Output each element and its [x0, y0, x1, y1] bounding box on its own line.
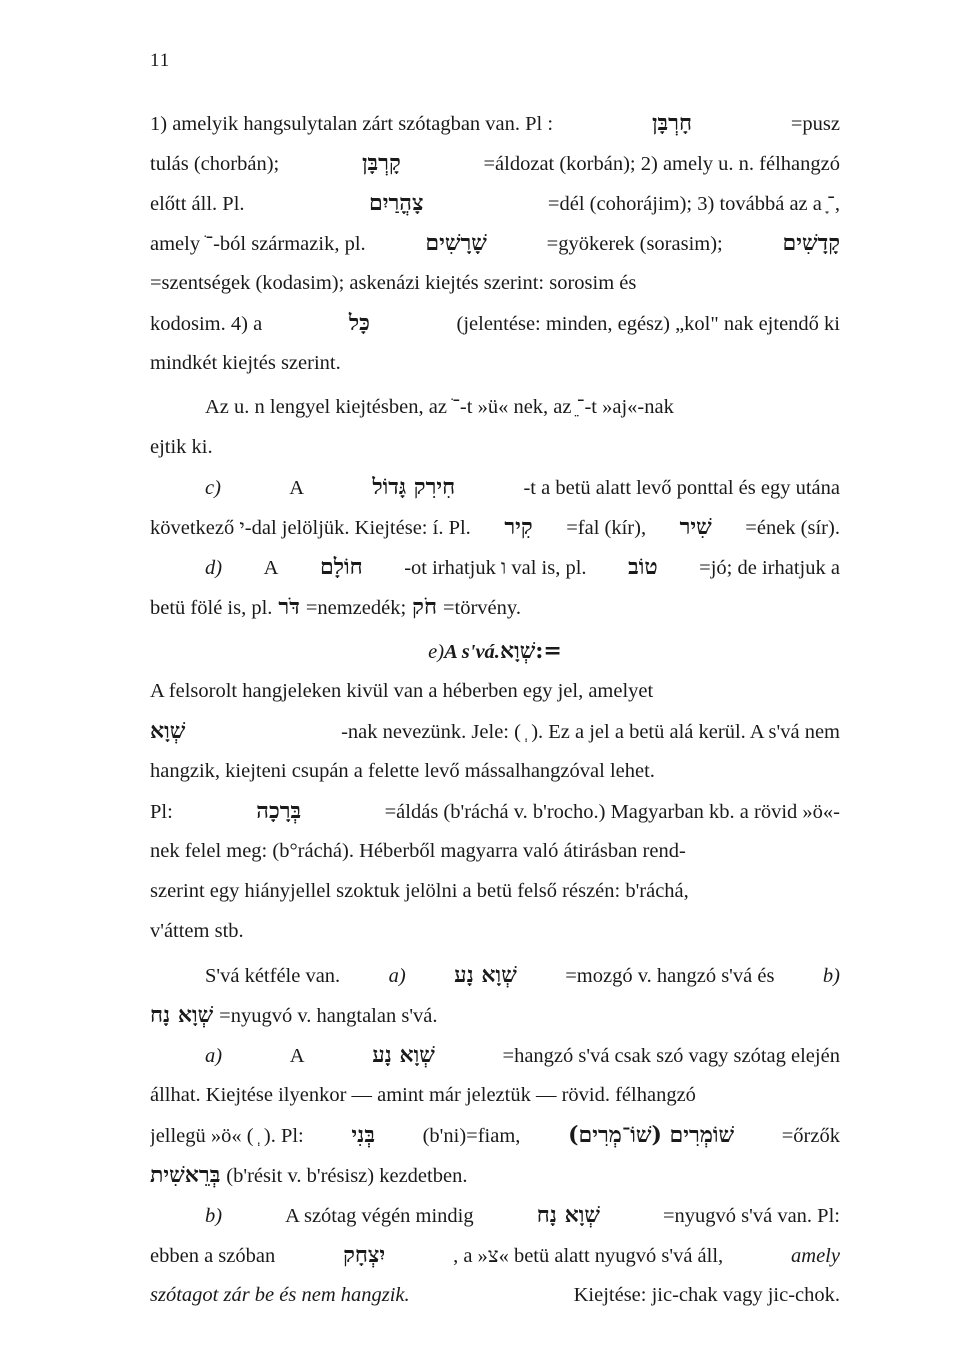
text-segment: következő י-dal jelöljük. Kiejtése: í. Pl.	[150, 517, 471, 539]
text-segment: =mozgó v. hangzó s'vá és	[565, 965, 775, 987]
hebrew-word: טוֹב	[628, 554, 658, 580]
text-segment: v'áttem stb.	[150, 920, 244, 942]
text-line	[150, 308, 840, 342]
text-segment: szótagot zár be és nem hangzik.	[150, 1284, 410, 1306]
text-segment: jellegü »ö« ( ְ ). Pl:	[150, 1125, 304, 1147]
text-segment: e)	[428, 641, 445, 663]
hebrew-word: שְׁוָא נָח	[150, 1002, 214, 1028]
text-segment: betü fölé is, pl.	[150, 597, 273, 619]
text-line	[150, 228, 840, 262]
hebrew-word: כָּל	[348, 310, 370, 336]
text-line	[150, 796, 840, 830]
hebrew-word: חֹק	[412, 594, 437, 620]
text-line	[150, 1000, 840, 1034]
hebrew-word: צָהֳרַיִם	[368, 190, 424, 216]
text-line	[150, 716, 840, 750]
text-segment: A s'vá.	[444, 641, 500, 663]
text-line	[150, 512, 840, 546]
text-segment: =hangzó s'vá csak szó vagy szótag elején	[502, 1045, 840, 1067]
text-line	[205, 1200, 840, 1234]
text-line	[150, 108, 840, 142]
text-segment: amely ־ֹ-ból származik, pl.	[150, 233, 366, 255]
text-segment: a)	[388, 965, 406, 987]
text-line	[150, 876, 840, 910]
text-segment: A	[289, 477, 305, 499]
text-line	[205, 552, 840, 586]
hebrew-word: דֹּר	[278, 594, 300, 620]
text-segment: (jelentése: minden, egész) „kol" nak ejtendő ki	[456, 313, 840, 335]
text-segment: =pusz	[790, 113, 840, 135]
hebrew-word: שָׁרָשִׁים	[425, 230, 487, 256]
text-line	[150, 592, 840, 626]
text-line	[205, 960, 840, 994]
hebrew-word: חוֹלָם	[319, 554, 363, 580]
hebrew-word: קָדָשִׁים	[782, 230, 840, 256]
hebrew-word: קִיר	[504, 514, 533, 540]
text-segment: =gyökerek (sorasim);	[546, 233, 723, 255]
text-segment: c)	[205, 477, 221, 499]
page-number: 11	[150, 50, 171, 71]
text-segment: A szótag végén mindig	[285, 1205, 474, 1227]
text-line	[205, 1040, 840, 1074]
text-line	[205, 392, 840, 426]
text-segment: S'vá kétféle van.	[205, 965, 341, 987]
hebrew-word: שִׁיר	[679, 514, 712, 540]
hebrew-word: יִצְחָק	[343, 1242, 386, 1268]
hebrew-word: =:שְׁוָא	[499, 638, 562, 664]
text-segment: =ének (sír).	[745, 517, 840, 539]
text-line	[150, 188, 840, 222]
text-segment: =nyugvó v. hangtalan s'vá.	[219, 1005, 438, 1027]
hebrew-word: בְּנִי	[351, 1122, 375, 1148]
hebrew-word: קָרְבָּן	[361, 150, 401, 176]
text-segment: állhat. Kiejtése ilyenkor — amint már jeleztük — rövid. félhangzó	[150, 1084, 696, 1106]
text-segment: amely	[791, 1245, 840, 1267]
text-segment: =fal (kír),	[566, 517, 647, 539]
text-segment: A	[263, 557, 279, 579]
text-segment: szerint egy hiányjellel szoktuk jelölni a betü felső részén: b'ráchá,	[150, 880, 689, 902]
text-segment: Kiejtése: jic-chak vagy jic-chok.	[573, 1284, 840, 1306]
hebrew-word: שְׁוָא נָח	[536, 1202, 600, 1228]
text-line	[205, 472, 840, 506]
text-segment: a)	[205, 1045, 223, 1067]
hebrew-word: שְׁוָא	[150, 718, 186, 744]
text-segment: b)	[205, 1205, 223, 1227]
text-segment: nek felel meg: (b°ráchá). Héberből magyarra való átirásban rend-	[150, 840, 686, 862]
text-segment: mindkét kiejtés szerint.	[150, 352, 341, 374]
hebrew-word: שׁוֹמְרִים (שׁוֹ־מְרִים)	[568, 1122, 735, 1148]
text-segment: , a »צ« betü alatt nyugvó s'vá áll,	[453, 1245, 724, 1267]
text-segment: d)	[205, 557, 223, 579]
text-segment: b)	[822, 965, 840, 987]
text-segment: -ot irhatjuk ו val is, pl.	[404, 557, 587, 579]
text-segment: -t a betü alatt levő ponttal és egy utána	[523, 477, 840, 499]
text-segment: =áldozat (korbán); 2) amely u. n. félhangzó	[483, 153, 840, 175]
text-segment: (b'ni)=fiam,	[422, 1125, 521, 1147]
text-segment: tulás (chorbán);	[150, 153, 280, 175]
text-line	[150, 636, 840, 670]
text-line	[150, 268, 840, 302]
text-segment: =szentségek (kodasim); askenázi kiejtés szerint: sorosim és	[150, 272, 637, 294]
text-line	[150, 432, 840, 466]
text-segment: =áldás (b'ráchá v. b'rocho.) Magyarban kb. a rövid »ö«-	[384, 801, 840, 823]
text-segment: előtt áll. Pl.	[150, 193, 245, 215]
text-line	[150, 1080, 840, 1114]
text-line	[150, 1240, 840, 1274]
hebrew-word: חָרְבָּן	[651, 110, 692, 136]
text-segment: Pl:	[150, 801, 173, 823]
text-segment: =jó; de irhatjuk a	[699, 557, 840, 579]
text-segment: Az u. n lengyel kiejtésben, az ־ֹ-t »ü« nek, az ־ֵ-t »aj«-nak	[205, 396, 674, 418]
text-segment: =nyugvó s'vá van. Pl:	[663, 1205, 840, 1227]
text-segment: =őrzők	[781, 1125, 840, 1147]
text-line	[150, 1280, 840, 1314]
text-line	[150, 348, 840, 382]
hebrew-word: בְּרֵאשִׁית	[150, 1162, 221, 1188]
hebrew-word: שְׁוָא נָע	[454, 962, 517, 988]
text-segment: ejtik ki.	[150, 436, 213, 458]
text-line	[150, 916, 840, 950]
text-segment: A	[289, 1045, 305, 1067]
text-line	[150, 1160, 840, 1194]
text-line	[150, 836, 840, 870]
text-segment: hangzik, kiejteni csupán a felette levő mássalhangzóval lehet.	[150, 760, 655, 782]
text-segment: kodosim. 4) a	[150, 313, 263, 335]
text-line	[150, 756, 840, 790]
text-segment: 1) amelyik hangsulytalan zárt szótagban van. Pl :	[150, 113, 554, 135]
text-segment: -nak nevezünk. Jele: ( ְ ). Ez a jel a betü alá kerül. A s'vá nem	[341, 721, 840, 743]
hebrew-word: שְׁוָא נָע	[372, 1042, 435, 1068]
text-segment: =nemzedék;	[305, 597, 407, 619]
text-segment: ebben a szóban	[150, 1245, 276, 1267]
hebrew-word: בְּרָכָה	[256, 798, 302, 824]
hebrew-word: חִירִק גָּדוֹל	[372, 474, 456, 500]
text-line	[150, 676, 840, 710]
text-line	[150, 1120, 840, 1154]
text-line	[150, 148, 840, 182]
text-segment: (b'résit v. b'résisz) kezdetben.	[226, 1165, 468, 1187]
text-segment: =dél (cohorájim); 3) továbbá az a ־ָ,	[547, 193, 840, 215]
text-segment: =törvény.	[442, 597, 521, 619]
text-segment: A felsorolt hangjeleken kivül van a héberben egy jel, amelyet	[150, 680, 654, 702]
